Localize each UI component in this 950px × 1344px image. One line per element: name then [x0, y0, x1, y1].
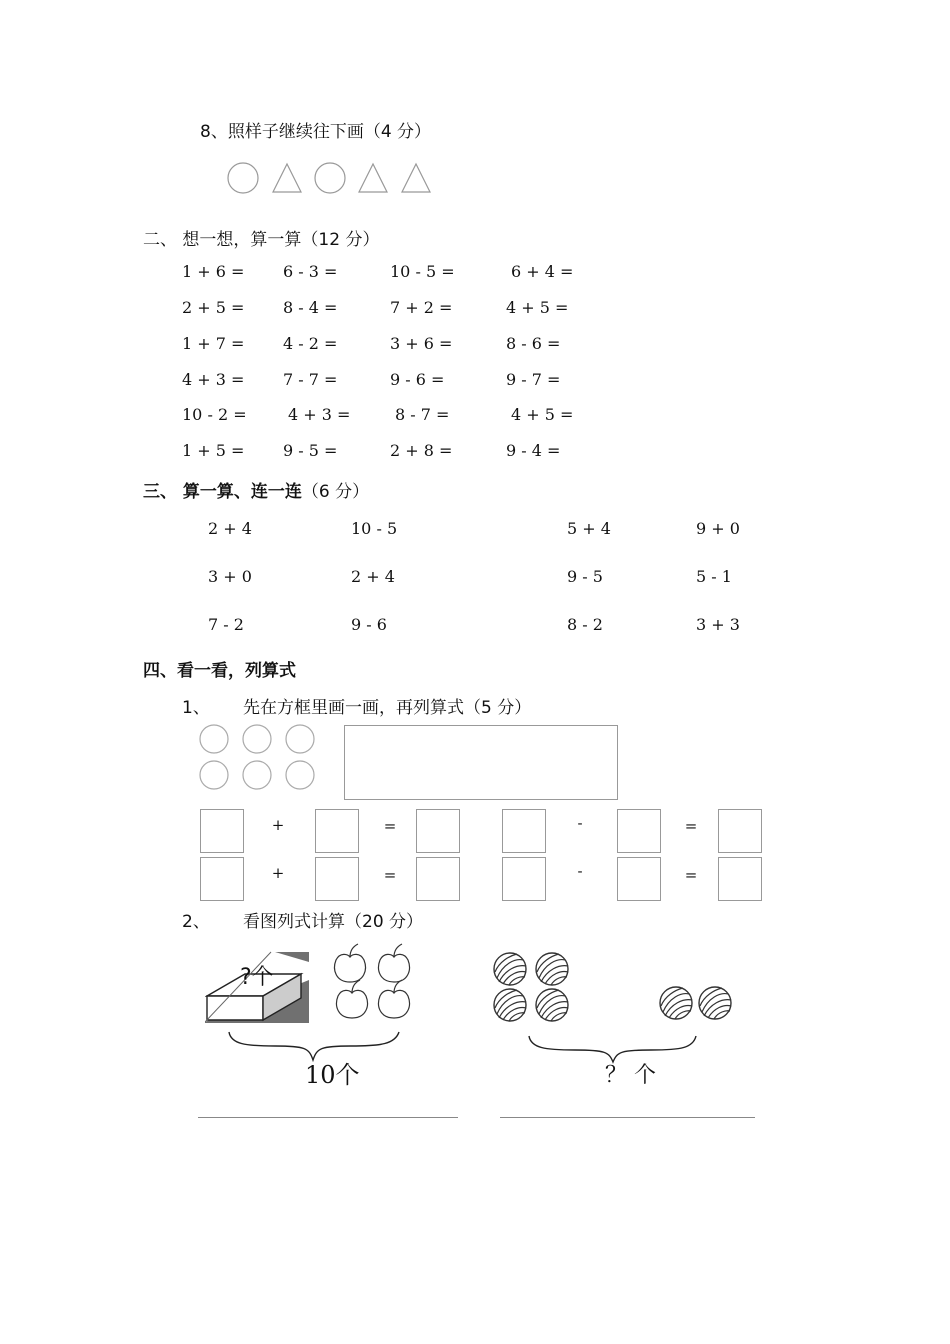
- plus-sign: +: [271, 816, 285, 834]
- match-item[interactable]: 3 + 3: [696, 615, 740, 634]
- ball-icon: [494, 989, 526, 1021]
- equals-sign: =: [684, 866, 698, 884]
- eq-cell: 2 + 5 =: [182, 298, 245, 317]
- eq-cell: 8 - 4 =: [283, 298, 338, 317]
- apple-icon: [379, 944, 410, 982]
- answer-box[interactable]: [315, 857, 359, 901]
- plus-sign: +: [271, 864, 285, 882]
- match-item[interactable]: 10 - 5: [351, 519, 398, 538]
- eq-cell: 9 - 4 =: [506, 441, 561, 460]
- match-item[interactable]: 2 + 4: [351, 567, 395, 586]
- apple-icon: [335, 944, 366, 982]
- answer-box[interactable]: [200, 857, 244, 901]
- pattern-circle-2: [315, 163, 345, 193]
- box-label: ?个: [240, 965, 274, 990]
- answer-box[interactable]: [200, 809, 244, 853]
- answer-box[interactable]: [315, 809, 359, 853]
- eq-cell: 8 - 6 =: [506, 334, 561, 353]
- left-total: 10个: [305, 1061, 360, 1089]
- equals-sign: =: [684, 817, 698, 835]
- section3-title: [143, 477, 369, 502]
- match-item[interactable]: 2 + 4: [208, 519, 252, 538]
- match-item[interactable]: 9 - 5: [567, 567, 603, 586]
- equals-sign: =: [383, 866, 397, 884]
- match-item[interactable]: 5 - 1: [696, 567, 732, 586]
- eq-cell: 9 - 6 =: [390, 370, 445, 389]
- part1-instruction: 先在方框里画一画，再列算式（5 分）: [243, 698, 532, 718]
- answer-line-left[interactable]: [198, 1117, 458, 1118]
- answer-box[interactable]: [502, 857, 546, 901]
- counter-circle: [243, 761, 271, 789]
- answer-box[interactable]: [718, 857, 762, 901]
- ball-icon: [536, 989, 568, 1021]
- apple-icon: [379, 980, 410, 1018]
- eq-cell: 1 + 5 =: [182, 441, 245, 460]
- answer-box[interactable]: [416, 857, 460, 901]
- section4-title: 四、看一看，列算式: [143, 661, 296, 681]
- section3-title-text: 三、 算一算、连一连: [143, 482, 302, 502]
- eq-cell: 4 + 5 =: [506, 298, 569, 317]
- answer-line-right[interactable]: [500, 1117, 755, 1118]
- counter-circle: [286, 761, 314, 789]
- ball-icon: [699, 987, 731, 1019]
- equals-sign: =: [383, 817, 397, 835]
- match-item[interactable]: 3 + 0: [208, 567, 252, 586]
- eq-cell: 7 + 2 =: [390, 298, 453, 317]
- eq-cell: 4 - 2 =: [283, 334, 338, 353]
- eq-cell: 10 - 2 =: [182, 405, 247, 424]
- match-item[interactable]: 9 - 6: [351, 615, 387, 634]
- part2-number: 2、: [182, 912, 210, 932]
- eq-cell: 3 + 6 =: [390, 334, 453, 353]
- answer-box[interactable]: [617, 809, 661, 853]
- eq-cell: 8 - 7 =: [395, 405, 450, 424]
- drawing-box[interactable]: [344, 725, 618, 800]
- section3-score: （6 分）: [301, 482, 370, 502]
- eq-cell: 4 + 3 =: [288, 405, 351, 424]
- eq-cell: 7 - 7 =: [283, 370, 338, 389]
- eq-cell: 6 - 3 =: [283, 262, 338, 281]
- minus-sign: -: [577, 814, 583, 832]
- circle-group: [198, 723, 320, 793]
- section2-title: 二、 想一想，算一算（12 分）: [143, 230, 380, 250]
- eq-cell: 6 + 4 =: [511, 262, 574, 281]
- match-item[interactable]: 7 - 2: [208, 615, 244, 634]
- part1-number: 1、: [182, 698, 210, 718]
- eq-cell: 10 - 5 =: [390, 262, 455, 281]
- pattern-triangle-1: [273, 164, 301, 192]
- ball-icon: [660, 987, 692, 1019]
- counter-circle: [200, 725, 228, 753]
- eq-cell: 1 + 7 =: [182, 334, 245, 353]
- counter-circle: [243, 725, 271, 753]
- eq-cell: 1 + 6 =: [182, 262, 245, 281]
- pattern-triangle-2: [359, 164, 387, 192]
- eq-cell: 4 + 3 =: [182, 370, 245, 389]
- eq-cell: 2 + 8 =: [390, 441, 453, 460]
- right-total: ？ 个: [605, 1063, 656, 1088]
- eq-cell: 4 + 5 =: [511, 405, 574, 424]
- match-item[interactable]: 5 + 4: [567, 519, 611, 538]
- eq-cell: 9 - 7 =: [506, 370, 561, 389]
- apple-group: [330, 940, 414, 1022]
- match-item[interactable]: 8 - 2: [567, 615, 603, 634]
- counter-circle: [286, 725, 314, 753]
- answer-box[interactable]: [617, 857, 661, 901]
- pattern-circle-1: [228, 163, 258, 193]
- ball-group: [490, 950, 740, 1028]
- eq-cell: 9 - 5 =: [283, 441, 338, 460]
- q8-title: 8、照样子继续往下画（4 分）: [200, 122, 432, 142]
- shape-pattern: [225, 158, 440, 198]
- counter-circle: [200, 761, 228, 789]
- part2-instruction: 看图列式计算（20 分）: [243, 912, 424, 932]
- ball-icon: [536, 953, 568, 985]
- answer-box[interactable]: [416, 809, 460, 853]
- apple-icon: [337, 980, 368, 1018]
- answer-box[interactable]: [718, 809, 762, 853]
- minus-sign: -: [577, 862, 583, 880]
- ball-icon: [494, 953, 526, 985]
- pattern-triangle-3: [402, 164, 430, 192]
- match-item[interactable]: 9 + 0: [696, 519, 740, 538]
- answer-box[interactable]: [502, 809, 546, 853]
